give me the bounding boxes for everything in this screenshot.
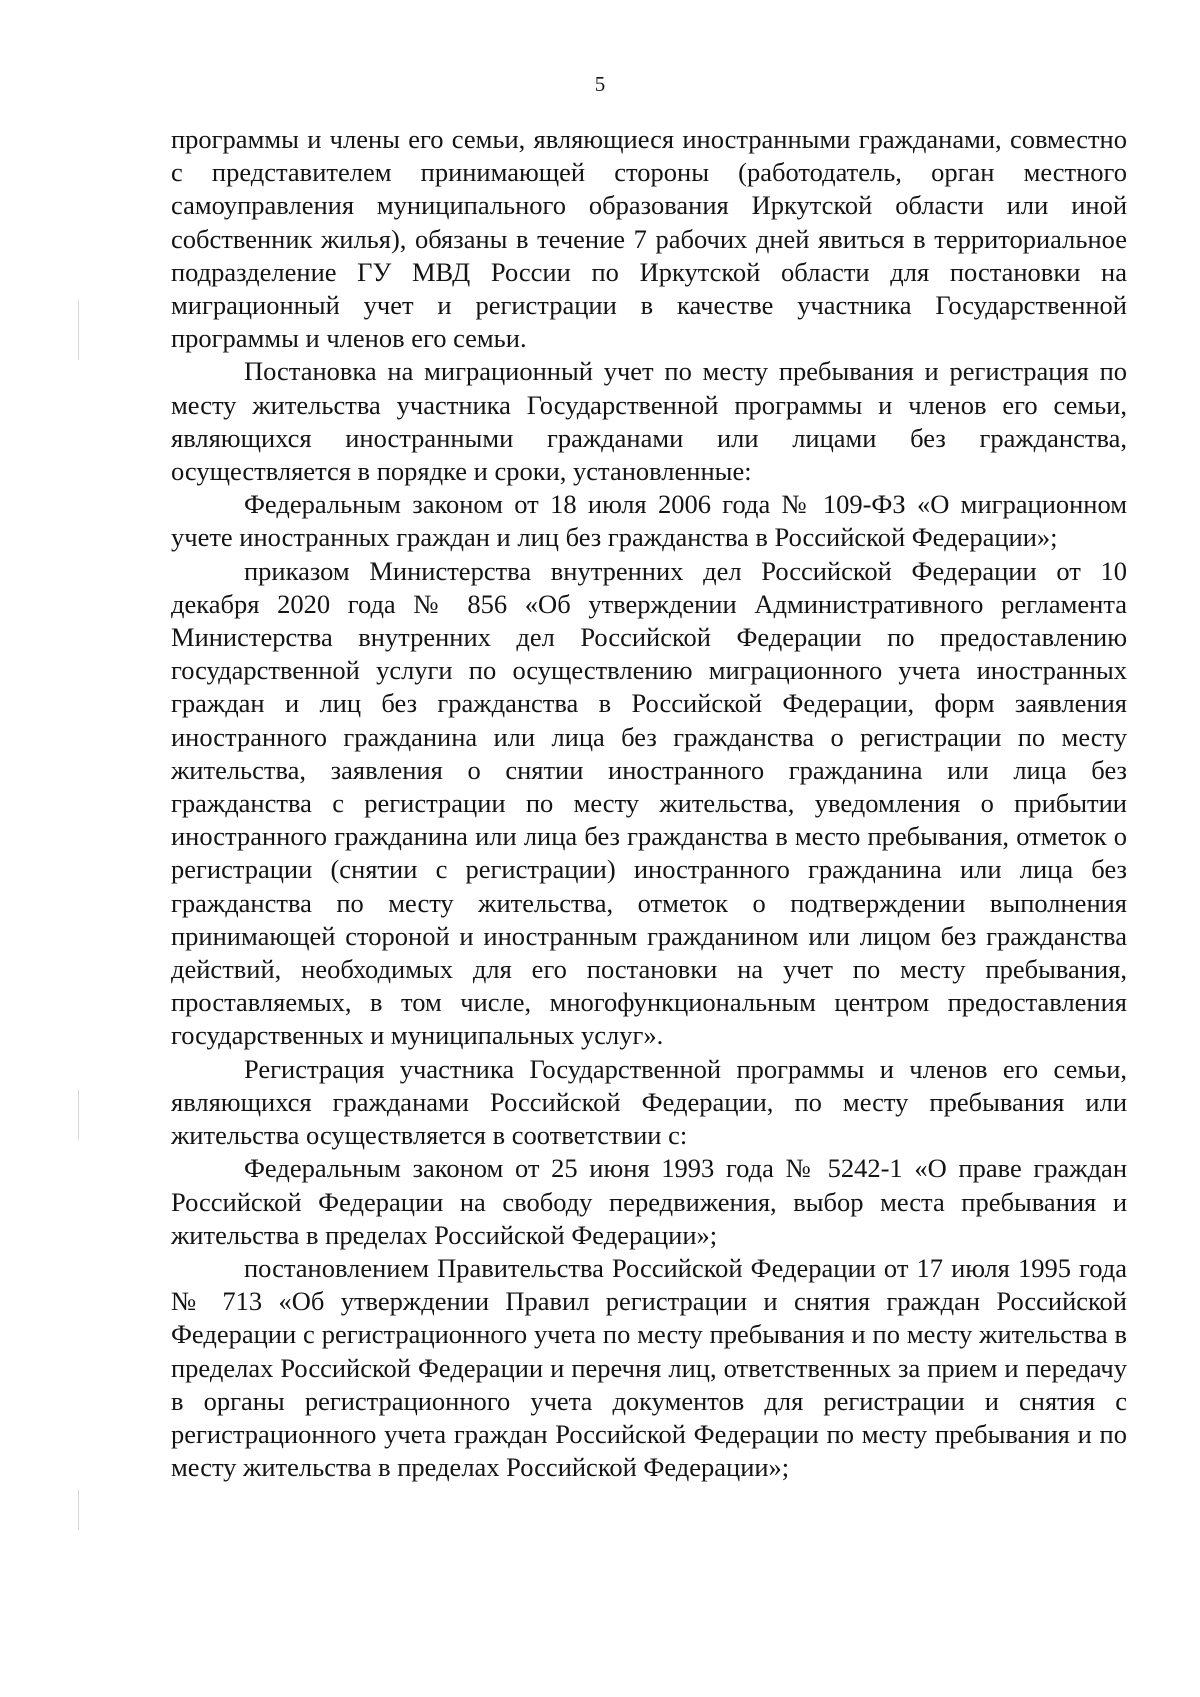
scan-edge-mark <box>78 1490 79 1530</box>
scan-edge-mark <box>78 300 79 360</box>
paragraph-migration-registration: Постановка на миграционный учет по месту пребывания и регистрация по месту жительства участника Государственной программы и членов его семьи, являющихся иностранными гражданами или лицами без гражданства, осуществляется в порядке и сроки, установленные: <box>171 356 1127 487</box>
paragraph-federal-law-109: Федеральным законом от 18 июля 2006 года № 109-ФЗ «О миграционном учете иностранных граждан и лиц без гражданства в Российской Федерации»; <box>171 489 1127 553</box>
paragraph-continuation: программы и члены его семьи, являющиеся иностранными гражданами, совместно с представителем принимающей стороны (работодатель, орган местного самоуправления муниципального образования Иркутской области или иной собственник жилья), обязаны в течение 7 рабочих дней явиться в территориальное подразделение ГУ МВД России по Иркутской области для постановки на миграционный учет и регистрации в качестве участника Государственной программы и членов его семьи. <box>171 124 1127 354</box>
paragraph-federal-law-5242: Федеральным законом от 25 июня 1993 года № 5242-1 «О праве граждан Российской Федерации на свободу передвижения, выбор места пребывания и жительства в пределах Российской Федерации»; <box>171 1153 1127 1250</box>
scan-edge-mark <box>78 1090 79 1140</box>
paragraph-mvd-order-856: приказом Министерства внутренних дел Российской Федерации от 10 декабря 2020 года № 856 «Об утверждении Административного регламента Министерства внутренних дел Российской Федерации по предоставлению государственной услуги по осуществлению миграционного учета иностранных граждан и лиц без гражданства в Российской Федерации, форм заявления иностранного гражданина или лица без гражданства о регистрации по месту жительства, заявления о снятии иностранного гражданина или лица без гражданства с регистрации по месту жительства, уведомления о прибытии иностранного гражданина или лица без гражданства в место пребывания, отметок о регистрации (снятии с регистрации) иностранного гражданина или лица без гражданства по месту жительства, отметок о подтверждении выполнения принимающей стороной и иностранным гражданином или лицом без гражданства действий, необходимых для его постановки на учет по месту пребывания, проставляемых, в том числе, многофункциональным центром предоставления государственных и муниципальных услуг». <box>171 555 1127 1051</box>
paragraph-government-decree-713: постановлением Правительства Российской Федерации от 17 июля 1995 года № 713 «Об утверждении Правил регистрации и снятия граждан Российской Федерации с регистрационного учета по месту пребывания и по месту жительства в пределах Российской Федерации и перечня лиц, ответственных за прием и передачу в органы регистрационного учета документов для регистрации и снятия с регистрационного учета граждан Российской Федерации по месту пребывания и по месту жительства в пределах Российской Федерации»; <box>171 1252 1127 1483</box>
paragraph-citizens-registration: Регистрация участника Государственной программы и членов его семьи, являющихся гражданами Российской Федерации, по месту пребывания или жительства осуществляется в соответствии с: <box>171 1053 1127 1151</box>
page-number: 5 <box>594 72 606 96</box>
document-body <box>171 123 1127 1484</box>
